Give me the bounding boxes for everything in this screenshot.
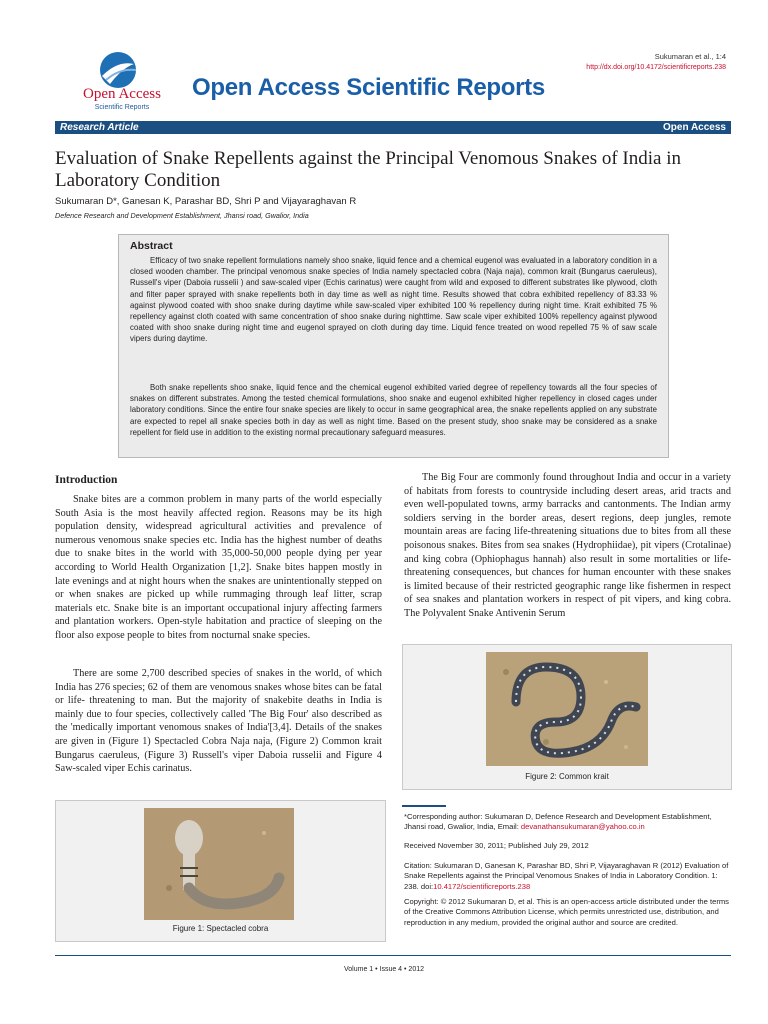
footer-divider xyxy=(55,955,731,956)
doi-link[interactable]: http://dx.doi.org/10.4172/scientificreports.238 xyxy=(586,64,726,71)
introduction-heading: Introduction xyxy=(55,474,118,486)
figure-1-caption: Figure 1: Spectacled cobra xyxy=(172,924,269,933)
info-divider xyxy=(402,805,446,807)
author-list: Sukumaran D*, Ganesan K, Parashar BD, Shri P and Vijayaraghavan R xyxy=(55,196,357,207)
citation xyxy=(404,861,732,892)
copyright-notice: Copyright: © 2012 Sukumaran D, et al. This is an open-access article distributed under the terms of the Creative Commons Attribution License, which permits unrestricted use, distribution, and reproduction in any medium, provided the original author and source are credited. xyxy=(404,897,729,927)
open-access-label: Open Access xyxy=(663,122,726,133)
body-column-left xyxy=(55,493,382,643)
article-type-label: Research Article xyxy=(60,122,139,133)
abstract-paragraph-2: Both snake repellents shoo snake, liquid fence and the chemical eugenol exhibited varied degree of repellency towards all the four species of snakes on different substrates. Among the tested chemical formulations, shoo snake and eugenol exhibited higher repellency in closed cages under laboratory conditions. Since the entire four snake species are likely to occur in same geographical area, the snake repellents applied on any substrate are expected to repel all snake species both in day as well as night time. Based on the present study, shoo snake may be considered as a snake repellent for field use in addition to the existing normal precautionary safeguard measures. xyxy=(130,383,657,437)
running-head: Sukumaran et al., 1:4 xyxy=(654,52,726,61)
citation-text: Citation: Sukumaran D, Ganesan K, Parashar BD, Shri P, Vijayaraghavan R (2012) Evaluation of Snake Repellents against the Principal Venomous Snakes of India in Laboratory Condition. 1: 238. doi: xyxy=(404,861,729,891)
article-title: Evaluation of Snake Repellents against the Principal Venomous Snakes of India in Laboratory Condition xyxy=(55,148,681,191)
section-bar xyxy=(55,121,731,134)
logo-subtitle: Scientific Reports xyxy=(94,104,150,111)
abstract-heading: Abstract xyxy=(130,240,173,252)
author-email-link[interactable]: devanathansukumaran@yahoo.co.in xyxy=(520,822,645,832)
intro-paragraph-1: Snake bites are a common problem in many parts of the world especially South Asia is the most heavily affected region. Reasons may be its high population density, widespread agricultural activities and prevalence of numerous venomous snake species etc. India has the highest number of deaths due to snake bites in the world with 35,000-50,000 people dying per year according to World Health Organization [1,2]. Snake bites happen mostly in late evenings and at night hours when the snakes are unintentionally stepped on or when snakes are picked up while rummaging through leaf litter, scrap materials etc. Snake bite is an important occupational injury affecting farmers and plantation workers. Open-style habitation and practice of sleeping on the floor also expose people to bites from nocturnal snake species. xyxy=(55,494,382,641)
abstract-paragraph-1: Efficacy of two snake repellent formulations namely shoo snake, liquid fence and a chemical eugenol was evaluated in a laboratory condition in a closed wooden chamber. The principal venomous snake species of India namely spectacled cobra (Naja naja), common krait (Bungarus caeruleus), Russell's viper (Daboia russelii ) and saw-scaled viper (Echis carinatus) were caught from wild and exposed to different substrates like plywood, cloth and filter paper sprayed with snake repellents both in day time as well as night time. Results showed that cobra exhibited repellency of 83.33 % against plywood coated with shoo snake during daytime while saw-scaled viper exhibited 100 % repellency during night time. Krait exhibited 75 % repellency against cloth coated with same concentration of shoo snake during nighttime. Saw scale viper exhibited 100% repellency against plywood coated with shoo snake during night time and eugenol sprayed on cloth during day time. Liquid fence treated on wood repelled 75 % of saw scale vipers during daytime. xyxy=(130,256,657,344)
affiliation: Defence Research and Development Establishment, Jhansi road, Gwalior, India xyxy=(55,211,309,220)
citation-doi-link[interactable]: 10.4172/scientificreports.238 xyxy=(433,881,531,891)
figure-2-caption: Figure 2: Common krait xyxy=(525,772,609,781)
open-access-logo-icon xyxy=(98,50,138,90)
journal-title: Open Access Scientific Reports xyxy=(192,74,545,101)
body-column-left-lower xyxy=(55,667,382,776)
corresponding-author-text: *Corresponding author: Sukumaran D, Defence Research and Development Establishment, Jhansi road, Gwalior, India, Email: xyxy=(404,812,712,832)
common-krait-photo xyxy=(486,652,648,766)
received-dates: Received November 30, 2011; Published July 29, 2012 xyxy=(404,841,589,850)
page-footer: Volume 1 • Issue 4 • 2012 xyxy=(343,966,424,973)
logo-name: Open Access xyxy=(83,86,161,102)
corresponding-author xyxy=(404,812,732,833)
body-column-right xyxy=(404,471,731,621)
spectacled-cobra-photo xyxy=(144,808,294,920)
intro-paragraph-3: The Big Four are commonly found throughout India and occur in a variety of habitats from forests to countryside including desert areas, arid tracts and even well-populated towns, army barracks and cantonments. The Indian army soldiers serving in the border areas, desert regions, deep jungles, remote mountain areas are facing life-threatening situations due to bites from all these poisonous snakes. Bites from sea snakes (Hydrophiidae), pit vipers (Crotalinae) and king cobra (Ophiophagus hannah) also result in some mortalities or life-threatening consequences, but chances for human encounter with these snakes is limited because of their restricted geographic range like fishermen in respect of sea snakes and plantation workers in respect of pit vipers, and king cobra. The Polyvalent Snake Antivenin Serum xyxy=(404,472,731,619)
intro-paragraph-2: There are some 2,700 described species of snakes in the world, of which India has 276 species; 62 of them are venomous snakes whose bites can be fatal or life- threatening to man. But the majority of snakebite deaths in India is mainly due to four species, collectively called 'The Big Four' also described as the 'medically important venomous snakes of India'[3,4]. Details of the snakes are given in (Figure 1) Spectacled Cobra Naja naja, (Figure 2) Common krait Bungarus caeruleus, (Figure 3) Russell's viper Daboia russelii and Figure 4 Saw-scaled viper Echis carinatus. xyxy=(55,668,382,775)
